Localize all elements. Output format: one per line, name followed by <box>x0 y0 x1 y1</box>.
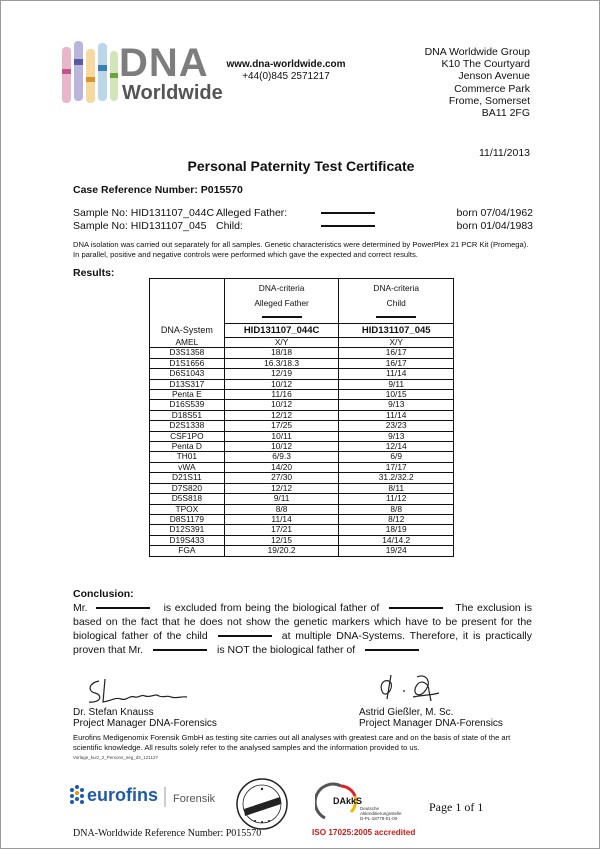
address-line: Frome, Somerset <box>448 94 530 107</box>
cell-child-value: 9/13 <box>339 431 454 441</box>
dakks-sub-text: D-PL-18779-01-00 <box>360 816 398 821</box>
cell-dna-system: D21S11 <box>150 473 225 483</box>
cell-father-value: 10/12 <box>224 442 339 452</box>
conclusion-heading: Conclusion: <box>73 588 134 600</box>
cell-child-value: 11/14 <box>339 369 454 379</box>
certificate-date: 11/11/2013 <box>479 147 530 159</box>
dakks-text: DAkkS <box>333 796 363 806</box>
cell-child-value: 18/19 <box>339 525 454 535</box>
table-row <box>150 338 454 348</box>
column-header-system: DNA-System <box>150 279 225 338</box>
cell-father-value: 12/12 <box>224 410 339 420</box>
cell-child-value: 11/14 <box>339 410 454 420</box>
table-row <box>150 379 454 389</box>
cell-dna-system: D8S1179 <box>150 514 225 524</box>
table-row <box>150 442 454 452</box>
cell-child-value: 8/8 <box>339 504 454 514</box>
results-heading: Results: <box>73 267 115 279</box>
address-line: DNA Worldwide Group <box>424 46 530 58</box>
table-row <box>150 369 454 379</box>
cell-child-value: 16/17 <box>339 348 454 358</box>
cell-dna-system: D19S433 <box>150 535 225 545</box>
cell-father-value: 16.3/18.3 <box>224 358 339 368</box>
cell-father-value: 27/30 <box>224 473 339 483</box>
cell-child-value: 6/9 <box>339 452 454 462</box>
eurofins-text: eurofins <box>87 785 159 805</box>
cell-child-value: 14/14.2 <box>339 535 454 545</box>
sample-role: Child: <box>216 220 243 232</box>
conclusion-part: Mr. <box>73 602 88 614</box>
page-title: Personal Paternity Test Certificate <box>187 158 415 174</box>
cell-father-value: 17/25 <box>224 421 339 431</box>
table-row <box>150 462 454 472</box>
redaction-bar <box>321 225 375 227</box>
conclusion-part: is NOT the biological father of <box>217 644 356 656</box>
certified-seal-icon <box>235 777 289 831</box>
address-line: Jenson Avenue <box>458 70 530 83</box>
cell-father-value: 19/20.2 <box>224 546 339 556</box>
redaction-bar <box>321 212 375 214</box>
cell-child-value: 8/12 <box>339 514 454 524</box>
sample-born: born 07/04/1962 <box>456 207 533 219</box>
address-line: Commerce Park <box>454 82 530 95</box>
cell-father-value: 12/15 <box>224 535 339 545</box>
dakks-sub-text: Akkreditierungsstelle <box>360 811 402 816</box>
redaction-bar <box>376 316 416 318</box>
cell-dna-system: D16S539 <box>150 400 225 410</box>
cell-father-value: 10/12 <box>224 379 339 389</box>
website-link[interactable]: www.dna-worldwide.com <box>226 59 346 70</box>
cell-father-value: 17/21 <box>224 525 339 535</box>
cell-child-value: 23/23 <box>339 421 454 431</box>
redaction-bar <box>365 649 419 651</box>
table-row <box>150 431 454 441</box>
template-reference: Vorlage_kurz_2_Persons_neg_d3_121127 <box>73 755 158 760</box>
cell-child-value: 8/11 <box>339 483 454 493</box>
case-reference: Case Reference Number: P015570 <box>73 184 243 196</box>
cell-dna-system: D13S317 <box>150 379 225 389</box>
contact-block <box>216 59 356 83</box>
conclusion-part: is excluded from being the biological father of <box>163 602 380 614</box>
signatory-left <box>73 707 217 729</box>
phone-number: +44(0)845 2571217 <box>242 71 330 82</box>
cell-dna-system: TH01 <box>150 452 225 462</box>
cell-father-value: 10/11 <box>224 431 339 441</box>
redaction-cell <box>224 309 339 324</box>
table-row <box>150 421 454 431</box>
table-row <box>150 390 454 400</box>
cell-child-value: 16/17 <box>339 358 454 368</box>
cell-dna-system: TPOX <box>150 504 225 514</box>
cell-dna-system: D6S1043 <box>150 369 225 379</box>
table-row <box>150 358 454 368</box>
dakks-logo-icon <box>315 782 415 822</box>
cell-dna-system: D18S51 <box>150 410 225 420</box>
conclusion-part: The exclusion is based on the fact that he does not show the genetic markers which have to be present for the biological father of the child <box>73 602 532 642</box>
footer-reference: DNA-Worldwide Reference Number: P015570 <box>73 828 262 839</box>
signature-giessler-icon <box>373 671 443 703</box>
cell-child-value: 9/13 <box>339 400 454 410</box>
table-row <box>150 525 454 535</box>
conclusion-text <box>73 601 532 657</box>
cell-dna-system: CSF1PO <box>150 431 225 441</box>
sample-born: born 01/04/1983 <box>456 220 533 232</box>
page-number: Page 1 of 1 <box>429 800 484 814</box>
sample-label: Sample No: HID131107_045 <box>73 220 207 232</box>
cell-child-value: 17/17 <box>339 462 454 472</box>
signatory-name: Astrid Gießler, M. Sc. <box>359 707 454 718</box>
cell-dna-system: D2S1338 <box>150 421 225 431</box>
signatory-title: Project Manager DNA-Forensics <box>73 718 217 729</box>
redaction-bar <box>96 607 150 609</box>
signature-knauss-icon <box>81 675 191 705</box>
column-header-child-top: DNA-criteria <box>339 279 454 295</box>
logo-worldwide-text: Worldwide <box>122 82 223 104</box>
cell-father-value: 8/8 <box>224 504 339 514</box>
address-block <box>425 46 530 119</box>
table-row <box>150 400 454 410</box>
cell-father-value: 11/14 <box>224 514 339 524</box>
method-note: DNA isolation was carried out separately for all samples. Genetic characteristics were determined by PowerPlex 21 PCR Kit (Promega). In parallel, positive and negative controls were performed which gave the expected and correct results. <box>73 240 529 259</box>
signatory-title: Project Manager DNA-Forensics <box>359 718 503 729</box>
cell-child-value: 9/11 <box>339 379 454 389</box>
cell-dna-system: vWA <box>150 462 225 472</box>
table-row <box>150 483 454 493</box>
cell-father-value: 14/20 <box>224 462 339 472</box>
dna-results-table <box>149 278 454 557</box>
cell-father-value: 11/16 <box>224 390 339 400</box>
logo-dna-text: DNA <box>119 41 209 85</box>
cell-dna-system: D1S1656 <box>150 358 225 368</box>
sample-role: Alleged Father: <box>216 207 288 219</box>
cell-father-value: X/Y <box>224 338 339 348</box>
sample-label: Sample No: HID131107_044C <box>73 207 215 219</box>
table-header-row <box>150 279 454 295</box>
redaction-bar <box>153 649 207 651</box>
table-row <box>150 473 454 483</box>
column-header-child-role: Child <box>339 294 454 309</box>
column-header-father-top: DNA-criteria <box>224 279 339 295</box>
cell-dna-system: D12S391 <box>150 525 225 535</box>
redaction-bar <box>218 635 272 637</box>
disclaimer-text: Eurofins Medigenomix Forensik GmbH as testing site carries out all analyses with greatest care and on the basis of state of the art scientific knowledge. All results solely refer to the analysed samples and the information provided to us. <box>73 733 511 752</box>
table-row <box>150 514 454 524</box>
cell-child-value: X/Y <box>339 338 454 348</box>
iso-accreditation: ISO 17025:2005 accredited <box>312 828 416 837</box>
table-row <box>150 535 454 545</box>
table-row <box>150 494 454 504</box>
column-header-father-id: HID131107_044C <box>224 324 339 338</box>
signatory-name: Dr. Stefan Knauss <box>73 707 154 718</box>
table-row <box>150 348 454 358</box>
redaction-cell <box>339 309 454 324</box>
table-row <box>150 452 454 462</box>
cell-child-value: 11/12 <box>339 494 454 504</box>
table-row <box>150 410 454 420</box>
cell-dna-system: AMEL <box>150 338 225 348</box>
cell-father-value: 18/18 <box>224 348 339 358</box>
cell-child-value: 10/15 <box>339 390 454 400</box>
table-row <box>150 546 454 556</box>
column-header-father-role: Alleged Father <box>254 298 309 308</box>
conclusion-part: at multiple DNA-Systems. Therefore, it is practically proven that Mr. <box>73 630 533 656</box>
signatory-right <box>359 707 503 729</box>
cell-child-value: 19/24 <box>339 546 454 556</box>
address-line: K10 The Courtyard <box>441 58 530 71</box>
cell-father-value: 12/12 <box>224 483 339 493</box>
address-line: BA11 2FG <box>481 107 530 120</box>
cell-father-value: 6/9.3 <box>224 452 339 462</box>
cell-dna-system: Penta E <box>150 390 225 400</box>
cell-dna-system: D7S820 <box>150 483 225 493</box>
cell-dna-system: FGA <box>150 546 225 556</box>
cell-dna-system: D3S1358 <box>150 348 225 358</box>
redaction-bar <box>262 316 302 318</box>
cell-dna-system: D5S818 <box>150 494 225 504</box>
cell-child-value: 12/14 <box>339 442 454 452</box>
column-header-child-id: HID131107_045 <box>339 324 454 338</box>
cell-father-value: 12/19 <box>224 369 339 379</box>
cell-dna-system: Penta D <box>150 442 225 452</box>
table-row <box>150 504 454 514</box>
cell-father-value: 10/12 <box>224 400 339 410</box>
chromosome-logo-icon <box>59 39 119 111</box>
cell-child-value: 31.2/32.2 <box>339 473 454 483</box>
cell-father-value: 9/11 <box>224 494 339 504</box>
forensik-text: Forensik <box>173 793 216 805</box>
dakks-sub-text: Deutsche <box>360 806 380 811</box>
redaction-bar <box>389 607 443 609</box>
